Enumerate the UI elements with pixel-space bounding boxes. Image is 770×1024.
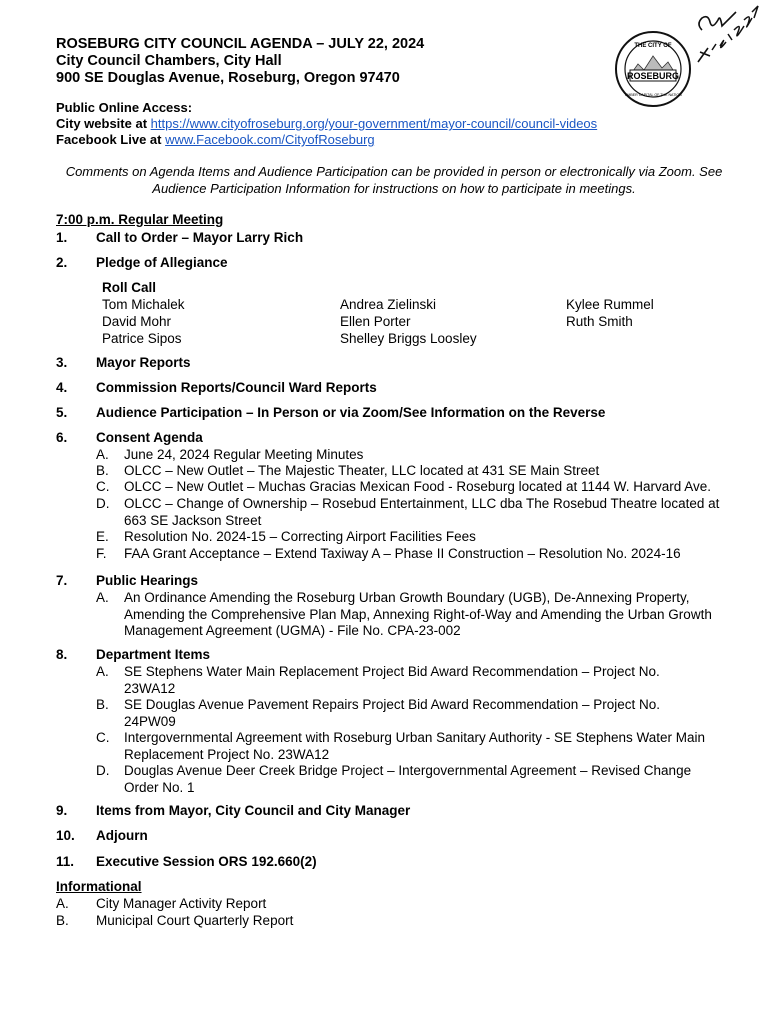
item-title: Call to Order – Mayor Larry Rich — [96, 230, 304, 245]
handwritten-signature — [692, 0, 764, 80]
facebook-link[interactable]: www.Facebook.com/CityofRoseburg — [165, 132, 375, 147]
council-member: Shelley Briggs Loosley — [340, 331, 477, 346]
subitem-text: FAA Grant Acceptance – Extend Taxiway A – Phase II Construction – Resolution No. 2024-16 — [124, 546, 681, 561]
public-access-block — [56, 100, 597, 148]
comments-note-line1: Comments on Agenda Items and Audience Participation can be provided in person or electronically via Zoom. See — [65, 164, 723, 179]
seal-bottom-text: TIMBER CAPITAL OF THE NATION — [624, 93, 682, 97]
item-title: Executive Session ORS 192.660(2) — [96, 854, 317, 869]
subitem-text: SE Stephens Water Main Replacement Project Bid Award Recommendation – Project No. 23WA12 — [124, 664, 660, 696]
subitem-letter: C. — [96, 479, 110, 494]
comments-note-line2: Audience Participation Information for instructions on how to participate in meetings. — [152, 181, 636, 196]
subitem-letter: A. — [96, 590, 109, 605]
access-heading: Public Online Access: — [56, 100, 193, 115]
roll-call-column-2 — [340, 296, 477, 347]
facebook-label: Facebook Live at — [56, 132, 166, 147]
subitem-text: OLCC – Change of Ownership – Rosebud Entertainment, LLC dba The Rosebud Theatre located at 663 SE Jackson Street — [124, 496, 720, 528]
item-number: 2. — [56, 255, 68, 270]
subitem-text: Douglas Avenue Deer Creek Bridge Project – Intergovernmental Agreement – Revised Change Order No. 1 — [124, 763, 692, 795]
item-number: 8. — [56, 647, 68, 662]
subitem-letter: C. — [96, 730, 110, 745]
item-number: 5. — [56, 405, 68, 420]
facebook-line — [56, 132, 597, 148]
council-member: Tom Michalek — [102, 297, 185, 312]
council-member: Kylee Rummel — [566, 297, 654, 312]
item-title: Items from Mayor, City Council and City Manager — [96, 803, 411, 818]
subitem-letter: A. — [96, 664, 109, 679]
seal-name: ROSEBURG — [626, 71, 680, 81]
roll-call-column-3 — [566, 296, 654, 330]
subitem-text: SE Douglas Avenue Pavement Repairs Project Bid Award Recommendation – Project No. 24PW09 — [124, 697, 661, 729]
website-label: City website at — [56, 116, 151, 131]
agenda-address: 900 SE Douglas Avenue, Roseburg, Oregon 97470 — [56, 70, 400, 86]
item-number: 9. — [56, 803, 68, 818]
council-member: Andrea Zielinski — [340, 297, 437, 312]
agenda-location: City Council Chambers, City Hall — [56, 53, 282, 69]
city-seal-logo — [614, 30, 692, 108]
subitem-letter: F. — [96, 546, 107, 561]
info-text: Municipal Court Quarterly Report — [96, 913, 294, 928]
subitem-text: June 24, 2024 Regular Meeting Minutes — [124, 447, 364, 462]
agenda-header — [56, 36, 424, 87]
item-title: Commission Reports/Council Ward Reports — [96, 380, 377, 395]
item-title: Mayor Reports — [96, 355, 191, 370]
item-title: Consent Agenda — [96, 430, 203, 445]
item-title: Department Items — [96, 647, 211, 662]
item-number: 11. — [56, 854, 75, 869]
subitem-letter: D. — [96, 763, 110, 778]
item-title: Public Hearings — [96, 573, 199, 588]
item-number: 6. — [56, 430, 68, 445]
comments-note — [56, 163, 732, 197]
roll-call-column-1 — [102, 296, 185, 347]
item-title: Audience Participation – In Person or via Zoom/See Information on the Reverse — [96, 405, 606, 420]
council-member: Ellen Porter — [340, 314, 411, 329]
website-line — [56, 116, 597, 132]
subitem-letter: B. — [96, 463, 109, 478]
website-link[interactable]: https://www.cityofroseburg.org/your-government/mayor-council/council-videos — [150, 116, 598, 131]
subitem-text: An Ordinance Amending the Roseburg Urban Growth Boundary (UGB), De-Annexing Property, Amending the Comprehensive Plan Map, Annexing Right-of-Way and Amending the Urban Growth Management Agreement (UGMA) - File No. CPA-23-002 — [124, 590, 712, 638]
subitem-letter: B. — [96, 697, 109, 712]
informational-heading: Informational — [56, 879, 142, 894]
roll-call-heading: Roll Call — [102, 280, 157, 295]
subitem-letter: D. — [96, 496, 110, 511]
subitem-text: Resolution No. 2024-15 – Correcting Airport Facilities Fees — [124, 529, 476, 544]
subitem-letter: A. — [96, 447, 109, 462]
item-number: 10. — [56, 828, 75, 843]
info-text: City Manager Activity Report — [96, 896, 267, 911]
subitem-text: OLCC – New Outlet – The Majestic Theater, LLC located at 431 SE Main Street — [124, 463, 600, 478]
subitem-text: OLCC – New Outlet – Muchas Gracias Mexican Food - Roseburg located at 1144 W. Harvard Ave. — [124, 479, 712, 494]
council-member: Ruth Smith — [566, 314, 633, 329]
council-member: Patrice Sipos — [102, 331, 182, 346]
subitem-text: Intergovernmental Agreement with Roseburg Urban Sanitary Authority - SE Stephens Water Main Replacement Project No. 23WA12 — [124, 730, 706, 762]
item-number: 3. — [56, 355, 68, 370]
council-member: David Mohr — [102, 314, 172, 329]
item-number: 7. — [56, 573, 68, 588]
meeting-time: 7:00 p.m. Regular Meeting — [56, 212, 224, 227]
item-number: 4. — [56, 380, 68, 395]
seal-top-text: THE CITY OF — [634, 43, 672, 49]
item-title: Pledge of Allegiance — [96, 255, 228, 270]
info-letter: A. — [56, 896, 69, 911]
subitem-letter: E. — [96, 529, 109, 544]
info-letter: B. — [56, 913, 69, 928]
item-number: 1. — [56, 230, 68, 245]
agenda-title: ROSEBURG CITY COUNCIL AGENDA – JULY 22, 2024 — [56, 36, 425, 52]
item-title: Adjourn — [96, 828, 148, 843]
